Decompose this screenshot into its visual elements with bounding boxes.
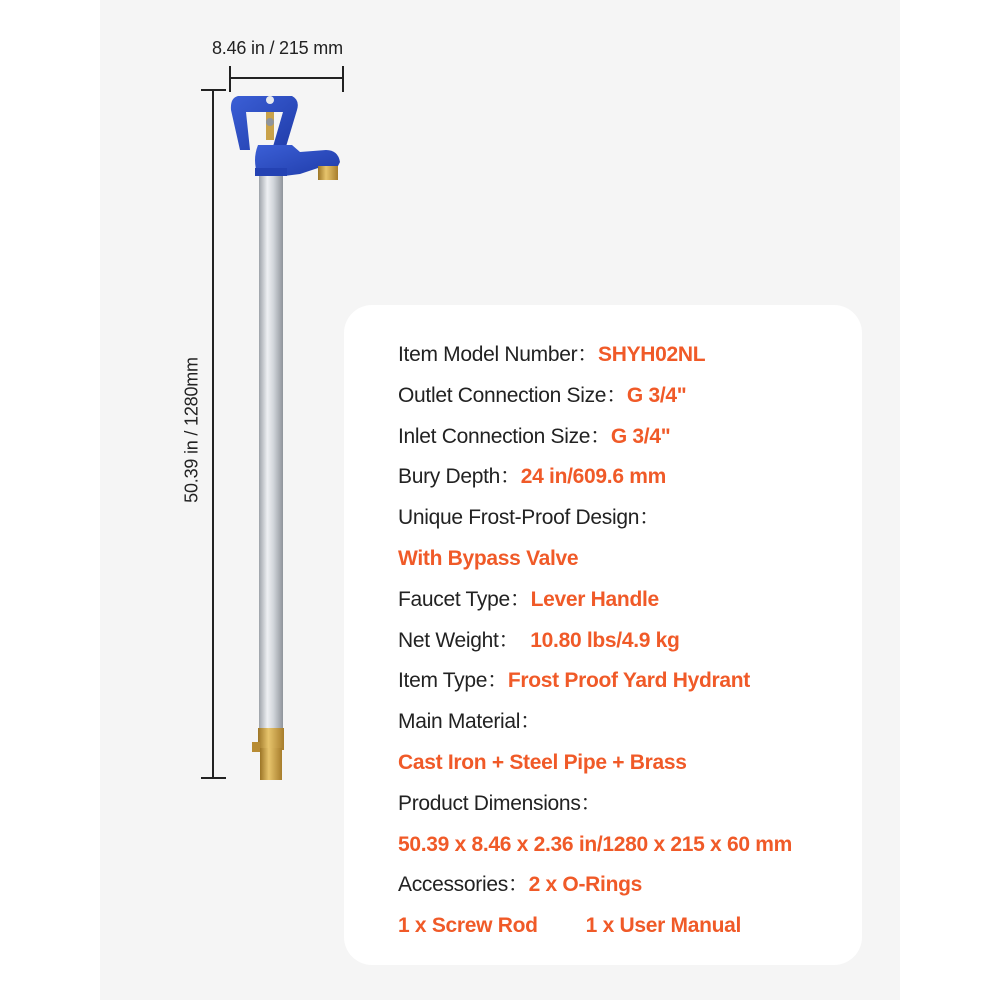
- spec-value: 24 in/609.6 mm: [520, 465, 666, 489]
- spec-accessories: [398, 865, 852, 906]
- spec-net-weight: [398, 621, 852, 662]
- spec-value: With Bypass Valve: [398, 546, 579, 570]
- spec-inlet-size: [398, 417, 852, 458]
- spec-label: Faucet Type：: [398, 587, 531, 611]
- spec-label: Accessories：: [398, 873, 529, 897]
- width-dimension-label: 8.46 in / 215 mm: [212, 38, 343, 58]
- spec-label: Outlet Connection Size：: [398, 383, 627, 407]
- spec-value: 2 x O-Rings: [528, 873, 642, 897]
- height-dimension-line: [201, 90, 226, 778]
- spec-value: 50.39 x 8.46 x 2.36 in/1280 x 215 x 60 mm: [398, 832, 793, 856]
- spec-label: Net Weight：: [398, 628, 520, 652]
- spec-list: [398, 335, 852, 947]
- spec-accessories-more: [398, 906, 852, 947]
- spec-item-type: [398, 661, 852, 702]
- height-dimension-label: 50.39 in / 1280mm: [181, 357, 202, 503]
- lever-handle: [231, 96, 298, 150]
- spec-dimensions-value: [398, 825, 852, 866]
- spec-value: Lever Handle: [530, 587, 659, 611]
- spec-value: Frost Proof Yard Hydrant: [507, 669, 750, 693]
- spec-material-value: [398, 743, 852, 784]
- spec-label: Product Dimensions：: [398, 791, 602, 815]
- spec-label: Unique Frost-Proof Design：: [398, 506, 660, 530]
- spec-label: Item Model Number：: [398, 343, 598, 366]
- spec-material-label: [398, 702, 852, 743]
- spec-card: [344, 305, 862, 965]
- spec-value: 1 x Screw Rod: [398, 914, 538, 938]
- spec-bury-depth: [398, 457, 852, 498]
- spec-value: G 3/4": [626, 383, 687, 407]
- spec-value: Cast Iron + Steel Pipe + Brass: [398, 750, 687, 774]
- spec-value: SHYH02NL: [598, 343, 706, 366]
- spec-label: Bury Depth：: [398, 465, 521, 489]
- steel-pipe: [259, 170, 283, 730]
- spec-model-number: [398, 335, 852, 376]
- spec-value: G 3/4": [610, 424, 671, 448]
- spec-label: Item Type：: [398, 669, 508, 693]
- spec-value: 1 x User Manual: [585, 914, 742, 938]
- spec-design-label: [398, 498, 852, 539]
- hydrant-head-body: [255, 145, 340, 180]
- spec-label: Inlet Connection Size：: [398, 424, 611, 448]
- spec-design-value: [398, 539, 852, 580]
- spec-label: Main Material：: [398, 710, 541, 734]
- spec-value: 10.80 lbs/4.9 kg: [530, 628, 680, 652]
- spec-outlet-size: [398, 376, 852, 417]
- width-dimension-line: [230, 66, 343, 92]
- spec-dimensions-label: [398, 784, 852, 825]
- brass-inlet-fitting: [252, 728, 284, 780]
- spec-faucet-type: [398, 580, 852, 621]
